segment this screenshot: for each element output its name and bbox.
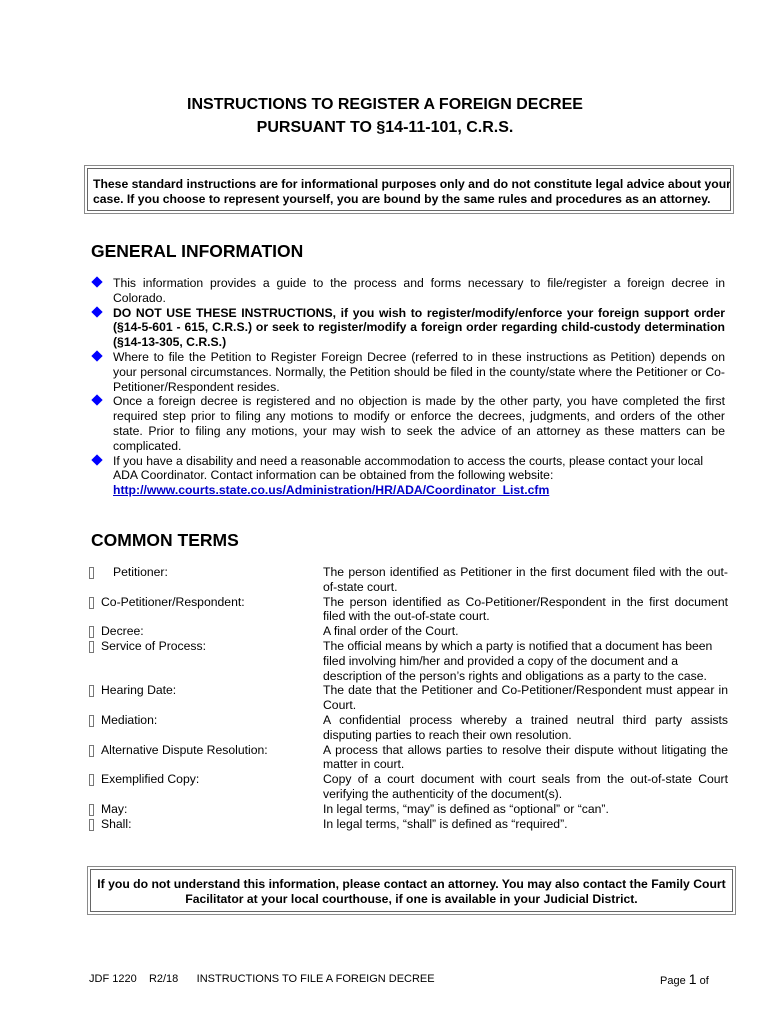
term-row-exemplified-copy bbox=[88, 772, 728, 802]
term-definition: The person identified as Co-Petitioner/Respondent in the first document filed with the out-of-state court. bbox=[323, 594, 728, 624]
term-row-co-petitioner bbox=[88, 595, 728, 625]
term-label: Hearing Date: bbox=[101, 683, 177, 698]
checkbox-glyph-icon bbox=[89, 804, 94, 816]
form-number: JDF 1220 bbox=[89, 973, 137, 985]
list-item-text: Once a foreign decree is registered and no objection is made by the other party, you have completed the first required step prior to filing any motions to modify or enforce the decrees, judgments, and orders of the other state. Prior to filing any motions, your may wish to seek the advice of an attorney as these matters can be complicated. bbox=[113, 394, 725, 453]
term-row-alternative-dispute-resolution bbox=[88, 743, 728, 773]
term-label: Exemplified Copy: bbox=[101, 772, 200, 787]
term-label: Decree: bbox=[101, 624, 144, 639]
term-label: Mediation: bbox=[101, 712, 158, 727]
page-footer bbox=[89, 972, 435, 986]
term-definition: In legal terms, “may” is defined as “optional” or “can”. bbox=[323, 801, 609, 816]
term-row-petitioner bbox=[88, 565, 728, 595]
blue-diamond-icon bbox=[91, 454, 102, 465]
term-row-may bbox=[88, 802, 728, 817]
term-definition: A confidential process whereby a trained neutral third party assists disputing parties to reach their own resolution. bbox=[323, 712, 728, 742]
blue-diamond-icon bbox=[91, 306, 102, 317]
list-item-text: This information provides a guide to the process and forms necessary to file/register a foreign decree in Colorado. bbox=[113, 276, 725, 305]
page-indicator bbox=[660, 971, 709, 989]
term-definition: The official means by which a party is notified that a document has been filed involving him/her and provided a copy of the document and a description of the person’s rights and obligations as a party to the case. bbox=[323, 638, 713, 683]
ada-coordinator-link[interactable]: http://www.courts.state.co.us/Administration/HR/ADA/Coordinator_List.cfm bbox=[113, 483, 550, 498]
list-item-warning bbox=[91, 306, 725, 350]
general-information-list bbox=[91, 276, 725, 498]
term-row-decree bbox=[88, 624, 728, 639]
term-row-hearing-date bbox=[88, 683, 728, 713]
document-title-line-1: INSTRUCTIONS TO REGISTER A FOREIGN DECREE bbox=[187, 96, 583, 113]
list-item bbox=[91, 394, 725, 453]
term-label: Co-Petitioner/Respondent: bbox=[101, 594, 245, 609]
general-information-heading: GENERAL INFORMATION bbox=[91, 241, 304, 261]
list-item-text: DO NOT USE THESE INSTRUCTIONS, if you wish to register/modify/enforce your foreign support order (§14-5-601 - 615, C.R.S.) or seek to register/modify a foreign order regarding child-custody determination (§14-13-305, C.R.S.) bbox=[113, 305, 725, 350]
term-definition: Copy of a court document with court seals from the out-of-state Court verifying the authenticity of the document(s). bbox=[323, 772, 728, 801]
list-item-text: If you have a disability and need a reasonable accommodation to access the courts, please contact your local ADA Coordinator. Contact information can be obtained from the following website: bbox=[113, 453, 704, 483]
checkbox-glyph-icon bbox=[89, 626, 94, 638]
term-label: Shall: bbox=[101, 816, 132, 831]
list-item-ada bbox=[91, 454, 725, 498]
common-terms-heading: COMMON TERMS bbox=[91, 530, 239, 550]
term-definition: A process that allows parties to resolve their dispute without litigating the matter in court. bbox=[323, 742, 728, 772]
term-label: Petitioner: bbox=[113, 565, 168, 579]
checkbox-glyph-icon bbox=[89, 715, 94, 727]
blue-diamond-icon bbox=[91, 395, 102, 406]
list-item-text: Where to file the Petition to Register Foreign Decree (referred to in these instructions as Petition) depends on your personal circumstances. Normally, the Petition should be filed in the county/state where the Petitioner or Co-Petitioner/Respondent resides. bbox=[113, 349, 725, 394]
term-label: May: bbox=[101, 801, 128, 816]
checkbox-glyph-icon bbox=[89, 597, 94, 609]
contact-notice-box bbox=[87, 866, 736, 915]
blue-diamond-icon bbox=[91, 276, 102, 287]
form-revision: R2/18 bbox=[148, 973, 179, 985]
disclaimer-box bbox=[84, 165, 734, 214]
common-terms-list bbox=[88, 565, 728, 831]
page-of-label: of bbox=[699, 975, 709, 987]
term-row-shall bbox=[88, 817, 728, 832]
checkbox-glyph-icon bbox=[89, 774, 94, 786]
term-label: Alternative Dispute Resolution: bbox=[101, 742, 268, 757]
list-item bbox=[91, 350, 725, 394]
list-item bbox=[91, 276, 725, 306]
checkbox-glyph-icon bbox=[89, 819, 94, 831]
document-title-line-2: PURSUANT TO §14-11-101, C.R.S. bbox=[256, 119, 514, 136]
term-definition: A final order of the Court. bbox=[323, 624, 459, 639]
term-row-mediation bbox=[88, 713, 728, 743]
checkbox-glyph-icon bbox=[89, 685, 94, 697]
blue-diamond-icon bbox=[91, 350, 102, 361]
checkbox-glyph-icon bbox=[89, 745, 94, 757]
form-title: INSTRUCTIONS TO FILE A FOREIGN DECREE bbox=[196, 973, 435, 985]
checkbox-glyph-icon bbox=[89, 641, 94, 653]
contact-notice-text: If you do not understand this information, please contact an attorney. You may also contact the Family Court Facilitator at your local courthouse, if one is available in your Judicial District. bbox=[97, 877, 726, 906]
checkbox-glyph-icon bbox=[89, 567, 94, 579]
term-row-service-of-process bbox=[88, 639, 728, 683]
page-number: 1 bbox=[688, 971, 697, 987]
term-definition: In legal terms, “shall” is defined as “required”. bbox=[323, 816, 568, 831]
disclaimer-text: These standard instructions are for informational purposes only and do not constitute legal advice about your case. If you choose to represent yourself, you are bound by the same rules and procedures as an attorney. bbox=[93, 177, 731, 206]
term-definition: The person identified as Petitioner in the first document filed with the out-of-state court. bbox=[323, 565, 728, 594]
page-label: Page bbox=[660, 975, 686, 987]
term-label: Service of Process: bbox=[101, 638, 206, 653]
term-definition: The date that the Petitioner and Co-Petitioner/Respondent must appear in Court. bbox=[323, 683, 728, 713]
